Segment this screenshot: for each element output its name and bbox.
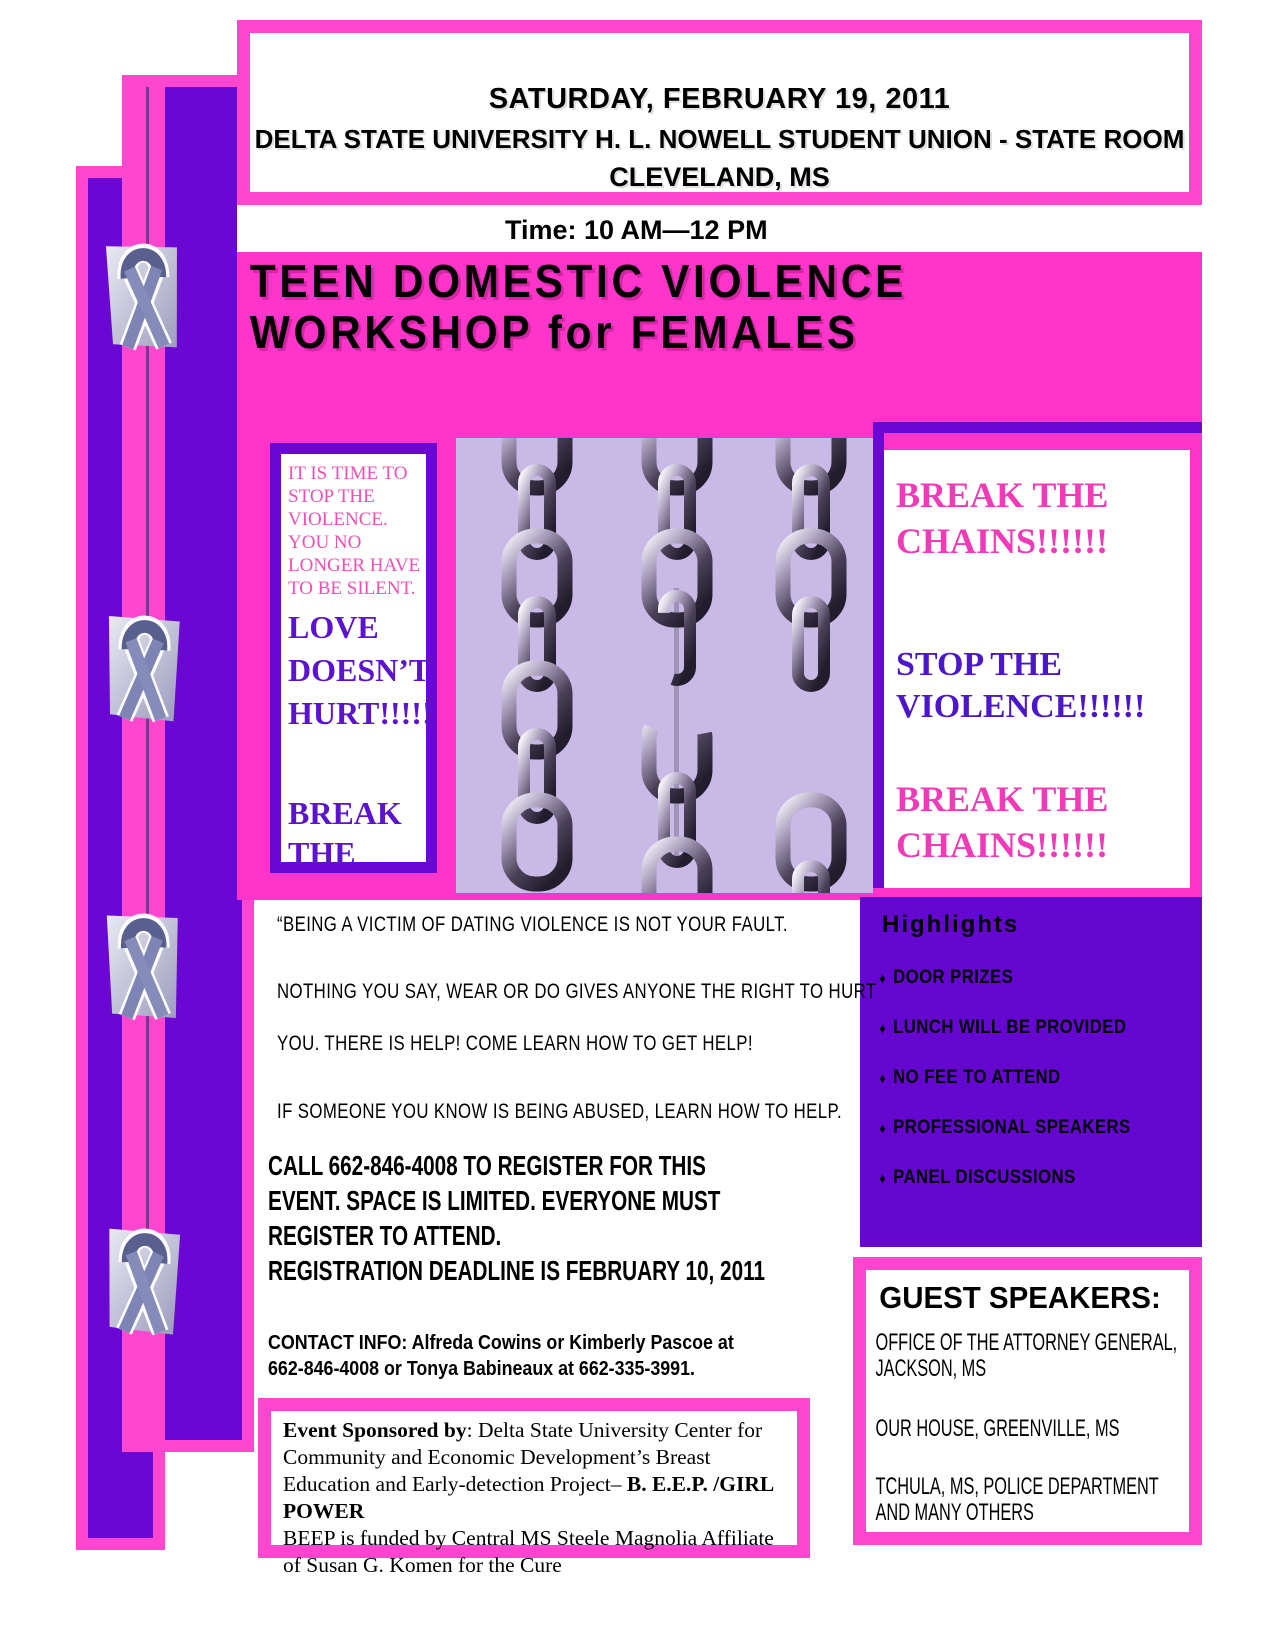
guest-speakers-title: GUEST SPEAKERS: xyxy=(879,1280,1161,1315)
right-message-box xyxy=(884,450,1190,888)
highlight-item xyxy=(860,939,1161,989)
highlight-label: PROFESSIONAL SPEAKERS xyxy=(893,1117,1131,1138)
quote-line: IF SOMEONE YOU KNOW IS BEING ABUSED, LEARN HOW TO HELP. xyxy=(277,1100,843,1123)
highlight-item xyxy=(860,1089,1161,1139)
highlights-title: Highlights xyxy=(882,911,1020,938)
highlight-label: NO FEE TO ATTEND xyxy=(893,1067,1061,1088)
quote-line: “BEING A VICTIM OF DATING VIOLENCE IS NOT YOUR FAULT. xyxy=(277,913,788,936)
flyer-title xyxy=(237,252,1125,358)
event-date: SATURDAY, FEBRUARY 19, 2011 xyxy=(488,83,951,115)
sponsor-program: B. E.E.P. /GIRL POWER xyxy=(283,1472,774,1523)
sponsor-lead: Event Sponsored by xyxy=(283,1418,467,1442)
flyer-title-line2: WORKSHOP for FEMALES xyxy=(249,306,859,358)
event-venue: DELTA STATE UNIVERSITY H. L. NOWELL STUDENT UNION - STATE ROOM xyxy=(254,124,1185,154)
diamond-bullet-icon: ♦ xyxy=(879,1020,887,1036)
sponsor-paragraph xyxy=(271,1417,797,1525)
awareness-ribbon-icon xyxy=(102,1212,187,1347)
highlight-label: DOOR PRIZES xyxy=(893,967,1014,988)
slogan-break-chains-2: BREAK THE CHAINS!!!!!! xyxy=(896,779,1109,865)
registration-line: CALL 662-846-4008 TO REGISTER FOR THIS xyxy=(268,1150,706,1181)
registration-line: EVENT. SPACE IS LIMITED. EVERYONE MUST xyxy=(268,1185,721,1216)
registration-line: REGISTRATION DEADLINE IS FEBRUARY 10, 2011 xyxy=(268,1255,766,1286)
highlight-item xyxy=(860,1139,1161,1189)
highlight-label: PANEL DISCUSSIONS xyxy=(893,1167,1076,1188)
intro-message: IT IS TIME TO STOP THE VIOLENCE. YOU NO LONGER HAVE TO BE SILENT. xyxy=(288,463,421,599)
right-message-frame xyxy=(873,422,1202,888)
guest-speaker-line: JACKSON, MS xyxy=(875,1355,987,1382)
time-band xyxy=(237,205,1202,252)
quote-line: NOTHING YOU SAY, WEAR OR DO GIVES ANYONE THE RIGHT TO HURT xyxy=(277,980,877,1003)
diamond-bullet-icon: ♦ xyxy=(879,1120,887,1136)
quote-line: YOU. THERE IS HELP! COME LEARN HOW TO GET HELP! xyxy=(277,1032,753,1055)
highlight-item xyxy=(860,989,1161,1039)
slogan-stop-violence: STOP THE VIOLENCE!!!!!! xyxy=(896,646,1146,725)
broken-chains-image xyxy=(456,438,873,893)
highlights-box xyxy=(860,897,1202,1247)
event-time: Time: 10 AM—12 PM xyxy=(505,215,768,245)
contact-line: 662-846-4008 or Tonya Babineaux at 662-335-3991. xyxy=(268,1356,695,1380)
guest-speakers-box xyxy=(853,1257,1202,1545)
awareness-ribbon-icon xyxy=(102,227,187,362)
sponsor-text: : Delta State University Center for Community and Economic Development’s Breast Education and Early-detection Project– xyxy=(283,1418,763,1496)
slogan-break-the: BREAK THE xyxy=(288,795,402,871)
awareness-ribbon-icon xyxy=(103,897,185,1030)
guest-speaker-line: OUR HOUSE, GREENVILLE, MS xyxy=(875,1415,1120,1442)
registration-instructions xyxy=(268,1148,765,1288)
diamond-bullet-icon: ♦ xyxy=(879,970,887,986)
guest-speaker-line: AND MANY OTHERS xyxy=(875,1499,1034,1526)
registration-line: REGISTER TO ATTEND. xyxy=(268,1220,502,1251)
diamond-bullet-icon: ♦ xyxy=(879,1170,887,1186)
event-city: CLEVELAND, MS xyxy=(609,162,830,192)
slogan-break-chains-1: BREAK THE CHAINS!!!!!! xyxy=(896,475,1109,561)
slogan-love-doesnt-hurt: LOVE DOESN’T HURT!!!!! xyxy=(288,609,433,731)
sponsor-box xyxy=(258,1398,810,1577)
left-message-box xyxy=(270,443,437,873)
guest-speaker-line: OFFICE OF THE ATTORNEY GENERAL, xyxy=(875,1329,1178,1356)
highlight-item xyxy=(860,1039,1161,1089)
sponsor-funding: BEEP is funded by Central MS Steele Magnolia Affiliate of Susan G. Komen for the Cure xyxy=(283,1526,774,1577)
highlight-label: LUNCH WILL BE PROVIDED xyxy=(893,1017,1127,1038)
guest-speaker-line: TCHULA, MS, POLICE DEPARTMENT xyxy=(875,1473,1159,1500)
diamond-bullet-icon: ♦ xyxy=(879,1070,887,1086)
contact-info xyxy=(268,1330,734,1381)
contact-line: CONTACT INFO: Alfreda Cowins or Kimberly Pascoe at xyxy=(268,1331,734,1354)
flyer-title-line1: TEEN DOMESTIC VIOLENCE xyxy=(249,255,907,307)
awareness-ribbon-icon xyxy=(102,599,185,733)
event-header-box xyxy=(237,20,1202,205)
